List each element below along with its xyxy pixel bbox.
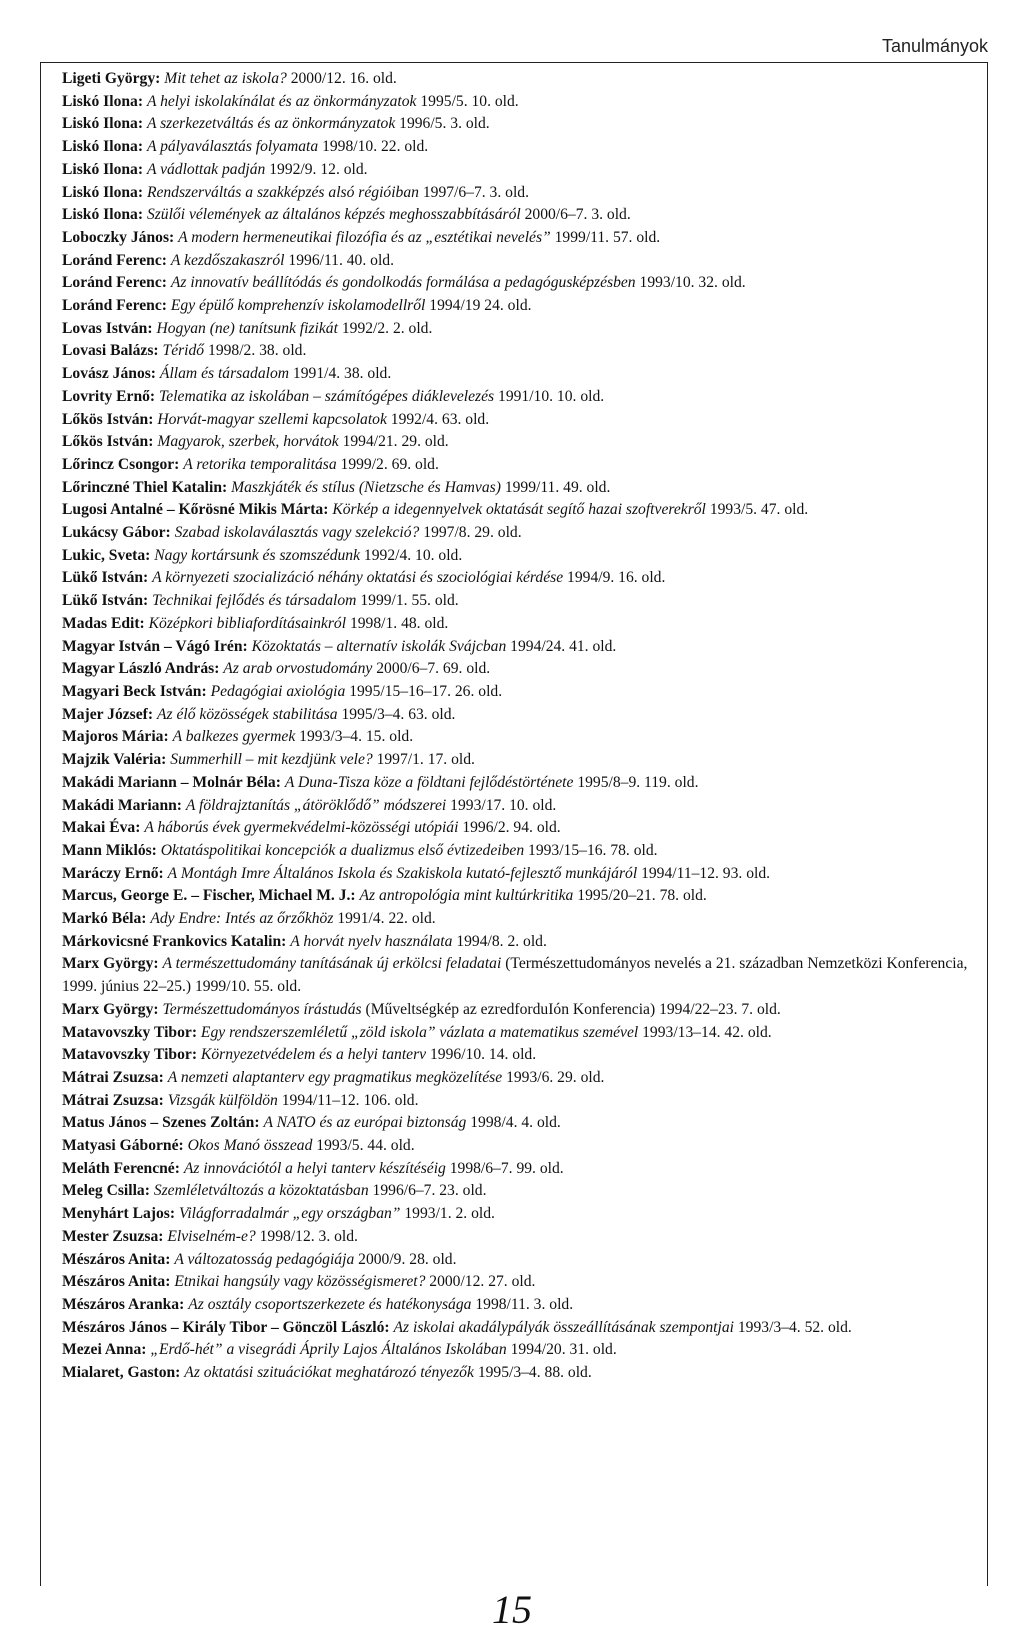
- entry-reference: 1999/2. 69. old.: [340, 455, 439, 473]
- entry-author: Lukic, Sveta:: [62, 546, 151, 564]
- entry-reference: 1993/15–16. 78. old.: [528, 841, 658, 859]
- entry-reference: 1993/13–14. 42. old.: [642, 1023, 772, 1041]
- entry-title: A Montágh Imre Általános Iskola és Szakiskola kutató-fejlesztő munkájáról: [167, 864, 638, 882]
- entry-title: Az innovációtól a helyi tanterv készítéséig: [183, 1159, 446, 1177]
- entry-author: Lovasi Balázs:: [62, 342, 159, 360]
- bibliography-entry: [62, 840, 987, 863]
- entry-author: Makádi Mariann:: [62, 796, 182, 814]
- entry-title: A háborús évek gyermekvédelmi-közösségi utópiái: [144, 819, 459, 837]
- entry-author: Lugosi Antalné – Kőrösné Mikis Márta:: [62, 501, 329, 519]
- bibliography-entry: [62, 113, 987, 136]
- bibliography-entry: [62, 295, 987, 318]
- bibliography-entry: [62, 1158, 987, 1181]
- entry-author: Markó Béla:: [62, 910, 147, 928]
- entry-author: Lovász János:: [62, 365, 157, 383]
- entry-author: Mészáros Anita:: [62, 1250, 171, 1268]
- entry-reference: 1996/2. 94. old.: [462, 819, 561, 837]
- entry-title: A természettudomány tanításának új erkölcsi feladatai: [162, 955, 502, 973]
- bibliography-entry: [62, 136, 987, 159]
- entry-reference: 1993/1. 2. old.: [404, 1205, 495, 1223]
- entry-author: Lükő István:: [62, 592, 149, 610]
- top-rule: [40, 62, 988, 63]
- bibliography-entry: [62, 681, 987, 704]
- entry-author: Loránd Ferenc:: [62, 251, 167, 269]
- entry-author: Mészáros Anita:: [62, 1273, 171, 1291]
- bibliography-entry: [62, 272, 987, 295]
- bibliography-entry: [62, 1271, 987, 1294]
- entry-author: Mezei Anna:: [62, 1341, 147, 1359]
- entry-title: Pedagógiai axiológia: [210, 682, 346, 700]
- entry-author: Meleg Csilla:: [62, 1182, 150, 1200]
- entry-reference: 1992/2. 2. old.: [341, 319, 433, 337]
- entry-author: Lőkös István:: [62, 410, 154, 428]
- entry-reference: 1991/10. 10. old.: [498, 387, 605, 405]
- entry-author: Márkovicsné Frankovics Katalin:: [62, 932, 287, 950]
- entry-title: Egy rendszerszemléletű „zöld iskola” vázlata a matematikus szemével: [200, 1023, 639, 1041]
- bibliography-entry: [62, 726, 987, 749]
- entry-author: Madas Edit:: [62, 614, 145, 632]
- entry-reference: 1998/12. 3. old.: [259, 1227, 358, 1245]
- entry-reference: 1998/6–7. 99. old.: [449, 1159, 564, 1177]
- entry-author: Liskó Ilona:: [62, 206, 144, 224]
- entry-title: Középkori bibliafordításainkról: [148, 614, 347, 632]
- entry-reference: 1998/11. 3. old.: [475, 1295, 574, 1313]
- entry-title: Szemléletváltozás a közoktatásban: [153, 1182, 369, 1200]
- entry-title: Szabad iskolaválasztás vagy szelekció?: [174, 524, 420, 542]
- bibliography-entry: [62, 340, 987, 363]
- bibliography-entry: [62, 227, 987, 250]
- entry-author: Loránd Ferenc:: [62, 297, 167, 315]
- entry-author: Liskó Ilona:: [62, 138, 144, 156]
- entry-author: Loránd Ferenc:: [62, 274, 167, 292]
- bibliography-entry: [62, 817, 987, 840]
- entry-title: A NATO és az európai biztonság: [263, 1114, 467, 1132]
- bibliography-entry: [62, 1135, 987, 1158]
- entry-reference: 1994/24. 41. old.: [510, 637, 617, 655]
- entry-author: Lükő István:: [62, 569, 149, 587]
- entry-author: Lukácsy Gábor:: [62, 524, 171, 542]
- entry-author: Marx György:: [62, 1000, 159, 1018]
- entry-title: Ady Endre: Intés az őrzőkhöz: [150, 910, 334, 928]
- bibliography-entry: [62, 1249, 987, 1272]
- bibliography-entry: [62, 1362, 987, 1385]
- entry-reference: 1995/8–9. 119. old.: [577, 773, 699, 791]
- entry-title: Technikai fejlődés és társadalom: [152, 592, 357, 610]
- entry-title: Horvát-magyar szellemi kapcsolatok: [157, 410, 387, 428]
- bibliography-entry: [62, 182, 987, 205]
- bibliography-entry: [62, 636, 987, 659]
- entry-author: Lőkös István:: [62, 433, 154, 451]
- bibliography-entry: [62, 522, 987, 545]
- bibliography-entry: [62, 1090, 987, 1113]
- entry-reference: 1993/17. 10. old.: [450, 796, 557, 814]
- entry-reference: 1998/2. 38. old.: [208, 342, 307, 360]
- entry-reference: 1992/4. 63. old.: [390, 410, 490, 428]
- entry-reference: 2000/12. 27. old.: [429, 1273, 536, 1291]
- entry-reference: 1996/10. 14. old.: [430, 1046, 537, 1064]
- entry-title: Elviselném-e?: [167, 1227, 256, 1245]
- bibliography-entry: [62, 1022, 987, 1045]
- entry-author: Mészáros János – Király Tibor – Gönczöl László:: [62, 1318, 390, 1336]
- bibliography-entry: [62, 363, 987, 386]
- entry-author: Matus János – Szenes Zoltán:: [62, 1114, 260, 1132]
- entry-title: Summerhill – mit kezdjünk vele?: [170, 751, 373, 769]
- entry-author: Menyhárt Lajos:: [62, 1205, 176, 1223]
- bibliography-entry: [62, 431, 987, 454]
- entry-reference: 1993/10. 32. old.: [639, 274, 746, 292]
- bibliography-entry: [62, 953, 987, 998]
- entry-reference: 1994/22–23. 7. old.: [659, 1000, 781, 1018]
- entry-reference: 1996/5. 3. old.: [399, 115, 490, 133]
- entry-title: Téridő: [162, 342, 205, 360]
- entry-title: Szülői vélemények az általános képzés meghosszabbításáról: [146, 206, 521, 224]
- entry-author: Ligeti György:: [62, 70, 161, 87]
- entry-author: Liskó Ilona:: [62, 92, 144, 110]
- entry-title: Az innovatív beállítódás és gondolkodás formálása a pedagógusképzésben: [170, 274, 636, 292]
- entry-reference: 2000/12. 16. old.: [290, 70, 397, 87]
- bibliography-entry: [62, 250, 987, 273]
- entry-title: Körkép a idegennyelvek oktatását segítő hazai szoftverekről: [332, 501, 706, 519]
- entry-reference: 1995/20–21. 78. old.: [577, 887, 707, 905]
- entry-reference: 1991/4. 38. old.: [292, 365, 392, 383]
- entry-reference: 1993/3–4. 15. old.: [299, 728, 414, 746]
- entry-author: Mialaret, Gaston:: [62, 1364, 181, 1382]
- entry-title: Magyarok, szerbek, horvátok: [157, 433, 339, 451]
- entry-title: Környezetvédelem és a helyi tanterv: [200, 1046, 427, 1064]
- entry-author: Matavovszky Tibor:: [62, 1023, 198, 1041]
- bibliography-entry: [62, 908, 987, 931]
- entry-reference: 1995/15–16–17. 26. old.: [349, 682, 503, 700]
- entry-reference: 1998/10. 22. old.: [322, 138, 429, 156]
- entry-author: Lőrinczné Thiel Katalin:: [62, 478, 228, 496]
- bibliography-entry: [62, 885, 987, 908]
- entry-reference: 1995/5. 10. old.: [420, 92, 519, 110]
- bibliography-entry: [62, 658, 987, 681]
- entry-reference: 1991/4. 22. old.: [337, 910, 436, 928]
- entry-reference: 1998/1. 48. old.: [349, 614, 449, 632]
- entry-reference: 1993/3–4. 52. old.: [737, 1318, 852, 1336]
- entry-reference: 1997/1. 17. old.: [376, 751, 475, 769]
- entry-author: Magyar László András:: [62, 660, 220, 678]
- entry-title: Maszkjáték és stílus (Nietzsche és Hamvas): [231, 478, 501, 496]
- bibliography-entry: [62, 1112, 987, 1135]
- bibliography-entry: [62, 795, 987, 818]
- entry-title: Vizsgák külföldön: [167, 1091, 278, 1109]
- entry-title: Az antropológia mint kultúrkritika: [359, 887, 574, 905]
- entry-author: Marcus, George E. – Fischer, Michael M. J.:: [62, 887, 356, 905]
- entry-reference: 1994/11–12. 93. old.: [641, 864, 771, 882]
- bibliography-entry: [62, 159, 987, 182]
- entry-title: A horvát nyelv használata: [290, 932, 453, 950]
- entry-author: Meláth Ferencné:: [62, 1159, 180, 1177]
- bibliography-entry: [62, 1203, 987, 1226]
- entry-title: Az arab orvostudomány: [223, 660, 373, 678]
- entry-reference: 1997/6–7. 3. old.: [422, 183, 529, 201]
- entry-note: (Természettudományos nevelés a 21. században Nemzetközi Konferencia, 1999. június 22–25.): [62, 955, 968, 996]
- entry-author: Majoros Mária:: [62, 728, 169, 746]
- entry-title: A nemzeti alaptanterv egy pragmatikus megközelítése: [167, 1068, 503, 1086]
- entry-reference: 1995/3–4. 88. old.: [477, 1364, 592, 1382]
- entry-author: Lovrity Ernő:: [62, 387, 156, 405]
- entry-reference: 1994/8. 2. old.: [456, 932, 547, 950]
- bibliography-entry: [62, 1317, 987, 1340]
- entry-reference: 1998/4. 4. old.: [470, 1114, 561, 1132]
- entry-title: A szerkezetváltás és az önkormányzatok: [146, 115, 396, 133]
- entry-author: Maráczy Ernő:: [62, 864, 164, 882]
- entry-reference: 2000/9. 28. old.: [358, 1250, 457, 1268]
- entry-title: Világforradalmár „egy országban”: [178, 1205, 401, 1223]
- entry-author: Lovas István:: [62, 319, 153, 337]
- entry-reference: 1994/19 24. old.: [429, 297, 532, 315]
- bibliography-entry: [62, 545, 987, 568]
- entry-author: Majzik Valéria:: [62, 751, 167, 769]
- entry-author: Mann Miklós:: [62, 841, 157, 859]
- entry-reference: 1999/1. 55. old.: [360, 592, 459, 610]
- entry-reference: 1999/11. 57. old.: [554, 228, 661, 246]
- entry-title: Az oktatási szituációkat meghatározó tényezők: [184, 1364, 474, 1382]
- bibliography-entry: [62, 318, 987, 341]
- bibliography-entry: [62, 1044, 987, 1067]
- entry-title: Rendszerváltás a szakképzés alsó régióiban: [146, 183, 419, 201]
- entry-title: Állam és társadalom: [159, 365, 290, 383]
- entry-author: Matavovszky Tibor:: [62, 1046, 198, 1064]
- entry-author: Mátrai Zsuzsa:: [62, 1091, 164, 1109]
- entry-reference: 1993/6. 29. old.: [506, 1068, 605, 1086]
- entry-title: A Duna-Tisza köze a földtani fejlődéstörténete: [284, 773, 574, 791]
- entry-title: A földrajztanítás „átöröklődő” módszerei: [185, 796, 447, 814]
- entry-reference: 1994/20. 31. old.: [510, 1341, 617, 1359]
- entry-reference: 1992/4. 10. old.: [363, 546, 463, 564]
- entry-reference: 2000/6–7. 69. old.: [376, 660, 491, 678]
- entry-title: Nagy kortársunk és szomszédunk: [154, 546, 361, 564]
- entry-note: (Műveltségkép az ezredforduIón Konferencia): [365, 1000, 656, 1018]
- entry-title: Természettudományos írástudás: [162, 1000, 362, 1018]
- entry-reference: 1993/5. 44. old.: [316, 1137, 415, 1155]
- entry-title: Hogyan (ne) tanítsunk fizikát: [156, 319, 338, 337]
- entry-title: A kezdőszakaszról: [170, 251, 285, 269]
- bibliography-entry: [62, 590, 987, 613]
- entry-reference: 1993/5. 47. old.: [709, 501, 809, 519]
- entry-reference: 1992/9. 12. old.: [269, 160, 368, 178]
- entry-title: A retorika temporalitása: [183, 455, 337, 473]
- bibliography-entry: [62, 409, 987, 432]
- entry-author: Magyar István – Vágó Irén:: [62, 637, 248, 655]
- bibliography-entry: [62, 204, 987, 227]
- bibliography-entry: [62, 772, 987, 795]
- entry-title: A változatosság pedagógiája: [174, 1250, 355, 1268]
- entry-title: Etnikai hangsúly vagy közösségismeret?: [174, 1273, 426, 1291]
- entry-author: Magyari Beck István:: [62, 682, 207, 700]
- bibliography-entry: [62, 863, 987, 886]
- bibliography-entry: [62, 999, 987, 1022]
- entry-reference: 1996/11. 40. old.: [288, 251, 394, 269]
- bibliography-entry: [62, 499, 987, 522]
- entry-reference: 1994/11–12. 106. old.: [281, 1091, 419, 1109]
- bibliography-entry: [62, 1226, 987, 1249]
- bibliography-entry: [62, 749, 987, 772]
- entry-author: Loboczky János:: [62, 228, 175, 246]
- entry-author: Lőrincz Csongor:: [62, 455, 180, 473]
- entry-reference: 1995/3–4. 63. old.: [341, 705, 456, 723]
- entry-title: „Erdő-hét” a visegrádi Áprily Lajos Általános Iskolában: [150, 1341, 507, 1359]
- entry-title: A helyi iskolakínálat és az önkormányzatok: [146, 92, 417, 110]
- entry-author: Liskó Ilona:: [62, 160, 144, 178]
- bibliography-entry: [62, 68, 987, 91]
- bibliography-entry: [62, 1294, 987, 1317]
- entry-title: Egy épülő komprehenzív iskolamodellről: [170, 297, 426, 315]
- entry-title: Mit tehet az iskola?: [164, 70, 287, 87]
- entry-title: Telematika az iskolában – számítógépes diáklevelezés: [159, 387, 495, 405]
- entry-title: Az élő közösségek stabilitása: [156, 705, 338, 723]
- entry-title: Az iskolai akadálypályák összeállításának szempontjai: [393, 1318, 734, 1336]
- entry-author: Liskó Ilona:: [62, 115, 144, 133]
- entry-title: A vádlottak padján: [146, 160, 266, 178]
- entry-author: Matyasi Gáborné:: [62, 1137, 184, 1155]
- entry-title: A modern hermeneutikai filozófia és az „esztétikai nevelés”: [178, 228, 551, 246]
- bibliography-entry: [62, 567, 987, 590]
- entry-reference: 1994/21. 29. old.: [342, 433, 449, 451]
- entry-title: Az osztály csoportszerkezete és hatékonysága: [188, 1295, 472, 1313]
- entry-author: Mester Zsuzsa:: [62, 1227, 164, 1245]
- bibliography-entry: [62, 91, 987, 114]
- entry-title: A balkezes gyermek: [172, 728, 296, 746]
- entry-author: Makádi Mariann – Molnár Béla:: [62, 773, 281, 791]
- bibliography-entry: [62, 454, 987, 477]
- left-margin-rule: [40, 62, 41, 1586]
- entry-author: Mészáros Aranka:: [62, 1295, 185, 1313]
- entry-title: A pályaválasztás folyamata: [146, 138, 319, 156]
- right-margin-rule: [987, 62, 988, 1586]
- bibliography-entry: [62, 1067, 987, 1090]
- bibliography-entry: [62, 386, 987, 409]
- bibliography-entry: [62, 931, 987, 954]
- entry-reference: 1997/8. 29. old.: [423, 524, 522, 542]
- bibliography-list: [62, 68, 987, 1385]
- entry-author: Makai Éva:: [62, 819, 141, 837]
- page-number: 15: [492, 1587, 532, 1632]
- section-label: Tanulmányok: [881, 36, 988, 56]
- entry-title: A környezeti szocializáció néhány oktatási és szociológiai kérdése: [152, 569, 564, 587]
- entry-title: Okos Manó összead: [187, 1137, 313, 1155]
- entry-reference: 1999/11. 49. old.: [504, 478, 611, 496]
- bibliography-entry: [62, 1339, 987, 1362]
- entry-author: Majer József:: [62, 705, 154, 723]
- entry-reference: 1999/10. 55. old.: [195, 978, 302, 996]
- entry-reference: 2000/6–7. 3. old.: [524, 206, 631, 224]
- entry-author: Liskó Ilona:: [62, 183, 144, 201]
- bibliography-entry: [62, 613, 987, 636]
- bibliography-entry: [62, 704, 987, 727]
- entry-author: Marx György:: [62, 955, 159, 973]
- bibliography-entry: [62, 477, 987, 500]
- entry-reference: 1994/9. 16. old.: [567, 569, 666, 587]
- entry-title: Közoktatás – alternatív iskolák Svájcban: [251, 637, 507, 655]
- entry-reference: 1996/6–7. 23. old.: [372, 1182, 487, 1200]
- bibliography-entry: [62, 1180, 987, 1203]
- entry-author: Mátrai Zsuzsa:: [62, 1068, 164, 1086]
- entry-title: Oktatáspolitikai koncepciók a dualizmus első évtizedeiben: [160, 841, 525, 859]
